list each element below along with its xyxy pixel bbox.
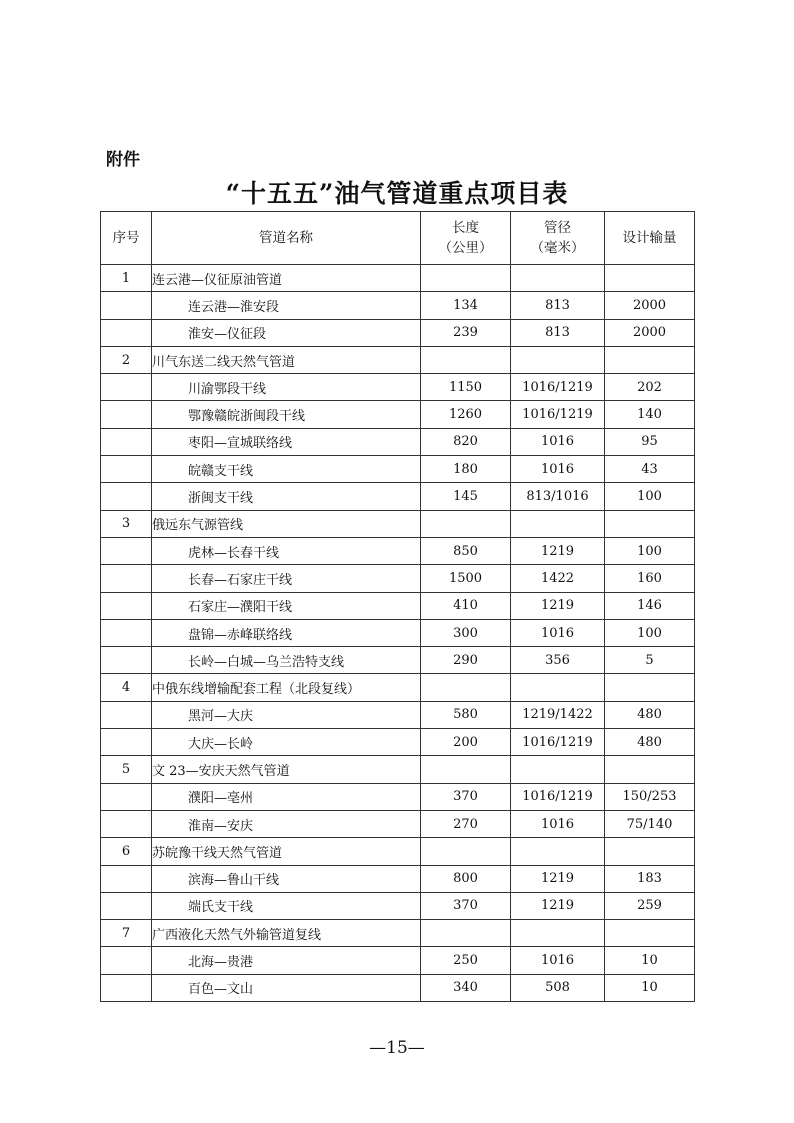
pipeline-projects-table (100, 211, 695, 1002)
row-number-cell (101, 401, 152, 428)
length-cell (421, 265, 511, 292)
table-row (101, 456, 695, 483)
table-row (101, 374, 695, 401)
pipeline-name-cell: 淮安—仪征段 (152, 319, 421, 346)
capacity-cell: 100 (605, 483, 695, 510)
pipeline-name-cell: 浙闽支干线 (152, 483, 421, 510)
row-number-cell (101, 729, 152, 756)
length-cell: 1150 (421, 374, 511, 401)
table-row (101, 537, 695, 564)
pipeline-name-cell: 濮阳—亳州 (152, 783, 421, 810)
pipeline-name-cell: 长岭—白城—乌兰浩特支线 (152, 647, 421, 674)
pipeline-name-cell: 滨海—鲁山干线 (152, 865, 421, 892)
capacity-cell: 100 (605, 619, 695, 646)
header-length-line1: 长度 (452, 220, 479, 236)
row-number-cell (101, 701, 152, 728)
diameter-cell: 1016 (511, 428, 605, 455)
diameter-cell: 1422 (511, 565, 605, 592)
diameter-cell: 1016 (511, 947, 605, 974)
diameter-cell: 1016 (511, 456, 605, 483)
capacity-cell: 10 (605, 947, 695, 974)
table-row (101, 592, 695, 619)
diameter-cell: 356 (511, 647, 605, 674)
capacity-cell: 100 (605, 537, 695, 564)
length-cell: 300 (421, 619, 511, 646)
pipeline-name-cell: 皖赣支干线 (152, 456, 421, 483)
diameter-cell (511, 346, 605, 373)
row-number-cell: 5 (101, 756, 152, 783)
pipeline-name-cell: 广西液化天然气外输管道复线 (152, 920, 421, 947)
row-number-cell (101, 865, 152, 892)
header-length (421, 212, 511, 265)
table-header-row (101, 212, 695, 265)
pipeline-name-cell: 川渝鄂段干线 (152, 374, 421, 401)
diameter-cell: 1219 (511, 592, 605, 619)
length-cell: 370 (421, 892, 511, 919)
length-cell: 134 (421, 292, 511, 319)
row-number-cell (101, 592, 152, 619)
length-cell: 820 (421, 428, 511, 455)
length-cell: 180 (421, 456, 511, 483)
table-row (101, 619, 695, 646)
row-number-cell (101, 647, 152, 674)
capacity-cell: 5 (605, 647, 695, 674)
pipeline-name-cell: 大庆—长岭 (152, 729, 421, 756)
table-row (101, 674, 695, 701)
pipeline-name-cell: 盘锦—赤峰联络线 (152, 619, 421, 646)
row-number-cell (101, 619, 152, 646)
row-number-cell (101, 565, 152, 592)
length-cell: 239 (421, 319, 511, 346)
diameter-cell: 1016/1219 (511, 729, 605, 756)
pipeline-name-cell: 川气东送二线天然气管道 (152, 346, 421, 373)
pipeline-name-cell: 俄远东气源管线 (152, 510, 421, 537)
header-length-line2: （公里） (438, 240, 493, 256)
table-row (101, 265, 695, 292)
annex-label: 附件 (106, 150, 140, 170)
length-cell: 410 (421, 592, 511, 619)
length-cell (421, 920, 511, 947)
capacity-cell (605, 756, 695, 783)
table-row (101, 428, 695, 455)
length-cell (421, 756, 511, 783)
pipeline-name-cell: 淮南—安庆 (152, 810, 421, 837)
header-name: 管道名称 (152, 212, 421, 265)
diameter-cell (511, 510, 605, 537)
pipeline-name-cell: 北海—贵港 (152, 947, 421, 974)
capacity-cell: 75/140 (605, 810, 695, 837)
length-cell: 250 (421, 947, 511, 974)
table-row (101, 810, 695, 837)
length-cell (421, 674, 511, 701)
row-number-cell: 7 (101, 920, 152, 947)
diameter-cell (511, 674, 605, 701)
capacity-cell: 480 (605, 729, 695, 756)
capacity-cell: 146 (605, 592, 695, 619)
row-number-cell (101, 947, 152, 974)
pipeline-name-cell: 枣阳—宣城联络线 (152, 428, 421, 455)
row-number-cell: 4 (101, 674, 152, 701)
table-row (101, 647, 695, 674)
diameter-cell: 1219 (511, 865, 605, 892)
pipeline-name-cell: 虎林—长春干线 (152, 537, 421, 564)
length-cell: 340 (421, 974, 511, 1001)
diameter-cell (511, 920, 605, 947)
pipeline-name-cell: 鄂豫赣皖浙闽段干线 (152, 401, 421, 428)
row-number-cell (101, 428, 152, 455)
diameter-cell (511, 265, 605, 292)
table-row (101, 510, 695, 537)
capacity-cell (605, 838, 695, 865)
capacity-cell: 183 (605, 865, 695, 892)
length-cell: 1260 (421, 401, 511, 428)
table-row (101, 701, 695, 728)
pipeline-name-cell: 苏皖豫干线天然气管道 (152, 838, 421, 865)
length-cell (421, 346, 511, 373)
header-no: 序号 (101, 212, 152, 265)
diameter-cell (511, 838, 605, 865)
row-number-cell (101, 292, 152, 319)
length-cell: 370 (421, 783, 511, 810)
diameter-cell: 1219/1422 (511, 701, 605, 728)
pipeline-name-cell: 中俄东线增输配套工程（北段复线） (152, 674, 421, 701)
row-number-cell: 6 (101, 838, 152, 865)
table-body (101, 265, 695, 1002)
diameter-cell: 508 (511, 974, 605, 1001)
pipeline-name-cell: 连云港—仪征原油管道 (152, 265, 421, 292)
row-number-cell (101, 483, 152, 510)
capacity-cell (605, 346, 695, 373)
diameter-cell: 1219 (511, 892, 605, 919)
table-row (101, 783, 695, 810)
diameter-cell: 813/1016 (511, 483, 605, 510)
row-number-cell (101, 537, 152, 564)
pipeline-name-cell: 黑河—大庆 (152, 701, 421, 728)
table-row (101, 346, 695, 373)
diameter-cell: 1016/1219 (511, 401, 605, 428)
capacity-cell: 43 (605, 456, 695, 483)
length-cell: 580 (421, 701, 511, 728)
header-diameter-line1: 管径 (544, 220, 571, 236)
table-row (101, 729, 695, 756)
length-cell: 200 (421, 729, 511, 756)
row-number-cell (101, 456, 152, 483)
row-number-cell: 3 (101, 510, 152, 537)
row-number-cell: 1 (101, 265, 152, 292)
page-number: —15— (369, 1038, 425, 1058)
capacity-cell: 2000 (605, 319, 695, 346)
capacity-cell (605, 265, 695, 292)
page-title: “十五五”油气管道重点项目表 (225, 179, 569, 208)
table-row (101, 838, 695, 865)
header-diameter-line2: （毫米） (530, 240, 585, 256)
capacity-cell (605, 920, 695, 947)
pipeline-name-cell: 端氏支干线 (152, 892, 421, 919)
row-number-cell (101, 974, 152, 1001)
capacity-cell (605, 510, 695, 537)
diameter-cell: 813 (511, 319, 605, 346)
pipeline-name-cell: 石家庄—濮阳干线 (152, 592, 421, 619)
diameter-cell: 813 (511, 292, 605, 319)
pipeline-name-cell: 文 23—安庆天然气管道 (152, 756, 421, 783)
capacity-cell: 140 (605, 401, 695, 428)
capacity-cell: 10 (605, 974, 695, 1001)
pipeline-name-cell: 长春—石家庄干线 (152, 565, 421, 592)
length-cell: 800 (421, 865, 511, 892)
table-row (101, 401, 695, 428)
capacity-cell: 2000 (605, 292, 695, 319)
table-row (101, 565, 695, 592)
row-number-cell (101, 374, 152, 401)
pipeline-name-cell: 百色—文山 (152, 974, 421, 1001)
row-number-cell: 2 (101, 346, 152, 373)
row-number-cell (101, 783, 152, 810)
diameter-cell: 1219 (511, 537, 605, 564)
length-cell: 145 (421, 483, 511, 510)
length-cell: 850 (421, 537, 511, 564)
table-row (101, 319, 695, 346)
capacity-cell: 150/253 (605, 783, 695, 810)
row-number-cell (101, 892, 152, 919)
table-row (101, 947, 695, 974)
capacity-cell: 202 (605, 374, 695, 401)
capacity-cell: 160 (605, 565, 695, 592)
diameter-cell: 1016/1219 (511, 783, 605, 810)
pipeline-name-cell: 连云港—淮安段 (152, 292, 421, 319)
table-row (101, 756, 695, 783)
table-row (101, 292, 695, 319)
table-row (101, 483, 695, 510)
table-row (101, 920, 695, 947)
capacity-cell (605, 674, 695, 701)
length-cell: 1500 (421, 565, 511, 592)
length-cell: 290 (421, 647, 511, 674)
table-row (101, 974, 695, 1001)
diameter-cell: 1016 (511, 619, 605, 646)
diameter-cell: 1016/1219 (511, 374, 605, 401)
row-number-cell (101, 810, 152, 837)
header-capacity: 设计输量 (605, 212, 695, 265)
diameter-cell: 1016 (511, 810, 605, 837)
length-cell (421, 838, 511, 865)
header-diameter (511, 212, 605, 265)
diameter-cell (511, 756, 605, 783)
capacity-cell: 95 (605, 428, 695, 455)
table-row (101, 892, 695, 919)
row-number-cell (101, 319, 152, 346)
capacity-cell: 259 (605, 892, 695, 919)
length-cell: 270 (421, 810, 511, 837)
capacity-cell: 480 (605, 701, 695, 728)
table-row (101, 865, 695, 892)
length-cell (421, 510, 511, 537)
